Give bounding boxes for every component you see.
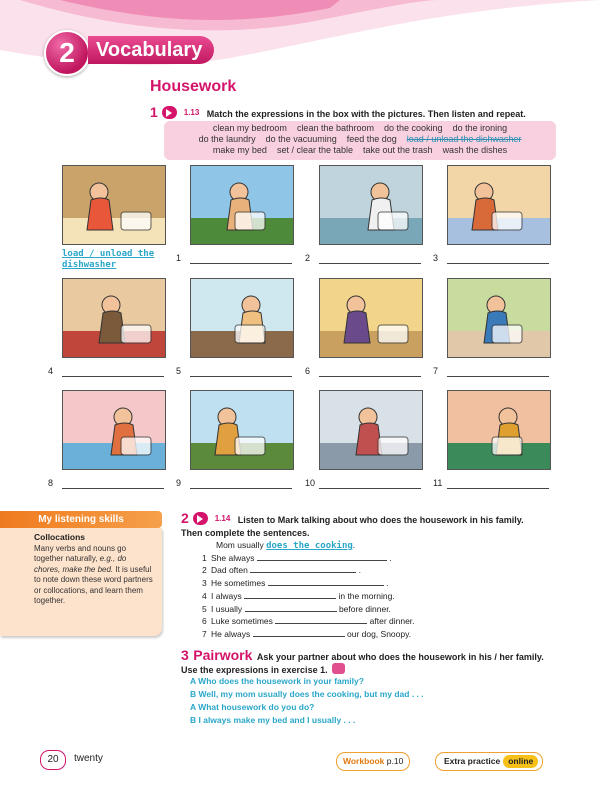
page-number: 20 (40, 750, 66, 770)
answer-blank[interactable] (190, 366, 292, 377)
ex2-sentence (202, 577, 388, 588)
extra-practice-badge[interactable] (435, 752, 543, 771)
expression: wash the dishes (442, 145, 508, 155)
illustration (191, 391, 293, 469)
sentence-blank[interactable] (250, 564, 356, 573)
expression: do the cooking (384, 123, 443, 133)
sentence-number: 5 (202, 604, 207, 614)
sidebar-text (34, 544, 154, 606)
example-answer-line: load / unload the (62, 249, 155, 259)
ex1-number: 1 (150, 104, 158, 120)
illustration (63, 166, 165, 244)
ex2-sentence (202, 564, 361, 575)
word-box-row (164, 145, 556, 156)
answer-blank[interactable] (319, 366, 421, 377)
dialogue-line: A What housework do you do? (190, 702, 315, 712)
answer-blank[interactable] (62, 478, 164, 489)
illustration (320, 166, 422, 244)
ex2-sentence (202, 552, 392, 563)
illustration (448, 279, 550, 357)
sentence-blank[interactable] (257, 552, 387, 561)
sentence-start: Dad often (211, 565, 248, 575)
sidebar-title: Collocations (34, 532, 86, 542)
ex2-sentence (202, 590, 395, 601)
item-number: 5 (176, 366, 182, 376)
answer-blank[interactable] (190, 253, 292, 264)
example-answer (62, 249, 154, 271)
unit-number-badge: 2 (44, 30, 90, 76)
audio-icon[interactable] (193, 512, 208, 525)
illustration (320, 391, 422, 469)
word-box-row (164, 123, 556, 134)
sidebar-heading: My listening skills (0, 511, 162, 528)
expression: clean the bathroom (296, 123, 374, 133)
item-number: 3 (433, 253, 439, 263)
sentence-number: 6 (202, 616, 207, 626)
sentence-number: 7 (202, 629, 207, 639)
item-number: 2 (305, 253, 311, 263)
illustration (448, 166, 550, 244)
workbook-reference[interactable] (336, 752, 410, 771)
unit-title: Vocabulary (88, 36, 214, 64)
illustration (63, 279, 165, 357)
sentence-start: He sometimes (211, 578, 266, 588)
sentence-blank[interactable] (253, 628, 345, 637)
workbook-page: p.10 (386, 756, 404, 766)
housework-picture (62, 165, 166, 245)
sentence-blank[interactable] (275, 615, 367, 624)
ex2-example-prefix: Mom usually (216, 540, 264, 550)
ex1-track: 1.13 (183, 108, 200, 118)
sidebar-text-c: It is useful to note down these word partners or collocations, and learn them together. (34, 564, 153, 606)
sentence-number: 2 (202, 565, 207, 575)
housework-picture (447, 165, 551, 245)
dialogue-line: A Who does the housework in your family? (190, 676, 364, 686)
answer-blank[interactable] (447, 366, 549, 377)
section-title: Housework (150, 78, 237, 95)
sidebar-text-example: e.g., do chores, make the bed. (34, 554, 127, 574)
sentence-start: She always (211, 553, 255, 563)
expression: feed the dog (346, 134, 397, 144)
sentence-start: Luke sometimes (211, 616, 273, 626)
audio-icon[interactable] (162, 106, 177, 119)
illustration (448, 391, 550, 469)
item-number: 10 (305, 478, 316, 488)
answer-blank[interactable] (447, 253, 549, 264)
expression: do the vacuuming (265, 134, 337, 144)
page-number-word: twenty (74, 753, 103, 764)
housework-picture (190, 165, 294, 245)
housework-picture (319, 390, 423, 470)
sentence-end: after dinner. (369, 616, 415, 626)
expression-crossed-out: load / unload the dishwasher (406, 134, 522, 144)
housework-picture (319, 278, 423, 358)
housework-picture (62, 278, 166, 358)
workbook-label: Workbook (343, 756, 385, 766)
sidebar-text-a: Many verbs and nouns go together naturally, (34, 544, 127, 564)
ex2-example: Mom usually does the cooking. (216, 540, 356, 551)
extra-practice-label: Extra practice (444, 756, 501, 766)
expression: do the ironing (452, 123, 508, 133)
expression: do the laundry (198, 134, 256, 144)
housework-picture (190, 278, 294, 358)
item-number: 7 (433, 366, 439, 376)
sentence-start: He always (211, 629, 251, 639)
item-number: 11 (433, 478, 443, 488)
ex2-track: 1.14 (214, 513, 231, 523)
answer-blank[interactable] (447, 478, 549, 489)
item-number: 9 (176, 478, 182, 488)
housework-picture (447, 390, 551, 470)
ex3-number: 3 (181, 647, 189, 663)
item-number: 8 (48, 478, 54, 488)
ex2-sentence (202, 628, 411, 639)
word-box (164, 121, 556, 160)
ex1-header (150, 104, 526, 122)
example-answer-line: dishwasher (62, 260, 117, 270)
sentence-start: I usually (211, 604, 243, 614)
sentence-number: 4 (202, 591, 207, 601)
answer-blank[interactable] (319, 478, 421, 489)
sentence-blank[interactable] (268, 577, 384, 586)
ex3-header (181, 649, 551, 676)
sentence-number: 3 (202, 578, 207, 588)
item-number: 4 (48, 366, 54, 376)
ex2-sentence (202, 615, 415, 626)
item-number: 6 (305, 366, 311, 376)
dialogue-line: B Well, my mom usually does the cooking, but my dad . . . (190, 689, 424, 699)
sentence-blank[interactable] (245, 603, 337, 612)
expression: set / clear the table (276, 145, 353, 155)
illustration (191, 279, 293, 357)
answer-blank[interactable] (62, 366, 164, 377)
housework-picture (319, 165, 423, 245)
sentence-end: . (389, 553, 392, 563)
ex2-header (181, 512, 541, 539)
answer-blank[interactable] (319, 253, 421, 264)
housework-picture (62, 390, 166, 470)
illustration (320, 279, 422, 357)
word-box-row (164, 134, 556, 145)
housework-picture (190, 390, 294, 470)
ex2-sentence (202, 603, 391, 614)
online-badge: online (503, 755, 538, 768)
sentence-blank[interactable] (244, 590, 336, 599)
sentence-end: . (358, 565, 361, 575)
illustration (63, 391, 165, 469)
speech-bubble-icon (332, 663, 345, 674)
ex2-instruction: Listen to Mark talking about who does the housework in his family. Then complete the sentences. (181, 515, 524, 538)
sentence-number: 1 (202, 553, 207, 563)
illustration (191, 166, 293, 244)
answer-blank[interactable] (190, 478, 292, 489)
ex2-example-answer: does the cooking (266, 541, 353, 551)
housework-picture (447, 278, 551, 358)
expression: take out the trash (363, 145, 433, 155)
sentence-start: I always (211, 591, 242, 601)
item-number: 1 (176, 253, 182, 263)
sentence-end: in the morning. (338, 591, 395, 601)
sentence-end: . (386, 578, 389, 588)
expression: make my bed (212, 145, 267, 155)
expression: clean my bedroom (212, 123, 287, 133)
sentence-end: our dog, Snoopy. (346, 629, 412, 639)
ex1-instruction: Match the expressions in the box with the pictures. Then listen and repeat. (206, 109, 526, 119)
dialogue-line: B I always make my bed and I usually . . . (190, 715, 356, 725)
sentence-end: before dinner. (338, 604, 391, 614)
ex2-number: 2 (181, 510, 189, 526)
ex3-label: Pairwork (193, 647, 253, 663)
ex3-instruction: Ask your partner about who does the housework in his / her family. Use the expressions in exercise 1. (181, 652, 544, 675)
